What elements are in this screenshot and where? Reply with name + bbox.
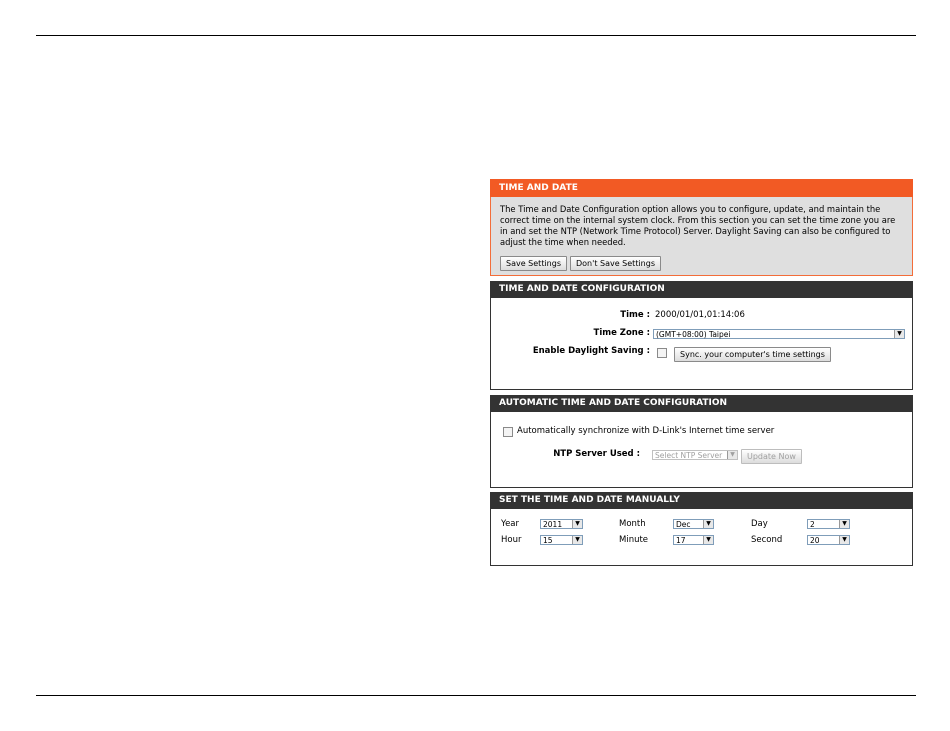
intro-title: TIME AND DATE	[490, 179, 913, 197]
intro-description: The Time and Date Configuration option allows you to configure, update, and maintain the correct time on the internal system clock. From this section you can set the time zone you are in and set the NTP (Network Time Protocol) Server. Daylight Saving can also be configured to adjust the time when needed.	[500, 204, 896, 247]
ntp-server-label: NTP Server Used :	[553, 449, 640, 459]
top-rule	[36, 35, 916, 36]
minute-select[interactable]	[673, 535, 714, 545]
month-label: Month	[619, 519, 646, 529]
year-label: Year	[501, 519, 519, 529]
chevron-down-icon[interactable]: ▼	[839, 520, 849, 528]
time-zone-label: Time Zone :	[593, 328, 650, 338]
hour-value: 15	[543, 536, 553, 545]
daylight-saving-label: Enable Daylight Saving :	[532, 346, 650, 356]
manual-time-panel	[490, 492, 913, 566]
day-value: 2	[810, 520, 815, 529]
year-select[interactable]	[540, 519, 583, 529]
chevron-down-icon[interactable]: ▼	[572, 520, 582, 528]
dont-save-settings-button[interactable]: Don't Save Settings	[570, 256, 661, 271]
daylight-saving-checkbox[interactable]	[657, 348, 667, 358]
day-select[interactable]	[807, 519, 850, 529]
year-value: 2011	[543, 520, 563, 529]
second-select[interactable]	[807, 535, 850, 545]
minute-value: 17	[676, 536, 686, 545]
auto-sync-label: Automatically synchronize with D-Link's Internet time server	[517, 426, 775, 436]
chevron-down-icon[interactable]: ▼	[894, 330, 904, 338]
time-date-config-panel	[490, 281, 913, 390]
chevron-down-icon[interactable]: ▼	[727, 451, 737, 459]
update-now-button[interactable]: Update Now	[741, 449, 802, 464]
minute-label: Minute	[619, 535, 649, 545]
time-zone-value: (GMT+08:00) Taipei	[656, 330, 731, 339]
automatic-time-config-panel	[490, 395, 913, 488]
time-label: Time :	[620, 310, 650, 320]
ntp-server-placeholder: Select NTP Server	[655, 451, 723, 460]
chevron-down-icon[interactable]: ▼	[572, 536, 582, 544]
month-select[interactable]	[673, 519, 714, 529]
chevron-down-icon[interactable]: ▼	[839, 536, 849, 544]
second-label: Second	[751, 535, 783, 545]
config-title: TIME AND DATE CONFIGURATION	[490, 281, 913, 298]
time-value: 2000/01/01,01:14:06	[655, 310, 745, 320]
save-settings-button[interactable]: Save Settings	[500, 256, 567, 271]
bottom-rule	[36, 695, 916, 696]
sync-computer-time-button[interactable]: Sync. your computer's time settings	[674, 347, 831, 362]
auto-sync-checkbox[interactable]	[503, 427, 513, 437]
chevron-down-icon[interactable]: ▼	[703, 520, 713, 528]
hour-select[interactable]	[540, 535, 583, 545]
ntp-server-select[interactable]	[652, 450, 738, 460]
auto-title: AUTOMATIC TIME AND DATE CONFIGURATION	[490, 395, 913, 412]
chevron-down-icon[interactable]: ▼	[703, 536, 713, 544]
manual-title: SET THE TIME AND DATE MANUALLY	[490, 492, 913, 509]
month-value: Dec	[676, 520, 691, 529]
hour-label: Hour	[501, 535, 522, 545]
time-date-intro-panel	[490, 179, 913, 276]
time-zone-select[interactable]	[653, 329, 905, 339]
second-value: 20	[810, 536, 820, 545]
day-label: Day	[751, 519, 768, 529]
